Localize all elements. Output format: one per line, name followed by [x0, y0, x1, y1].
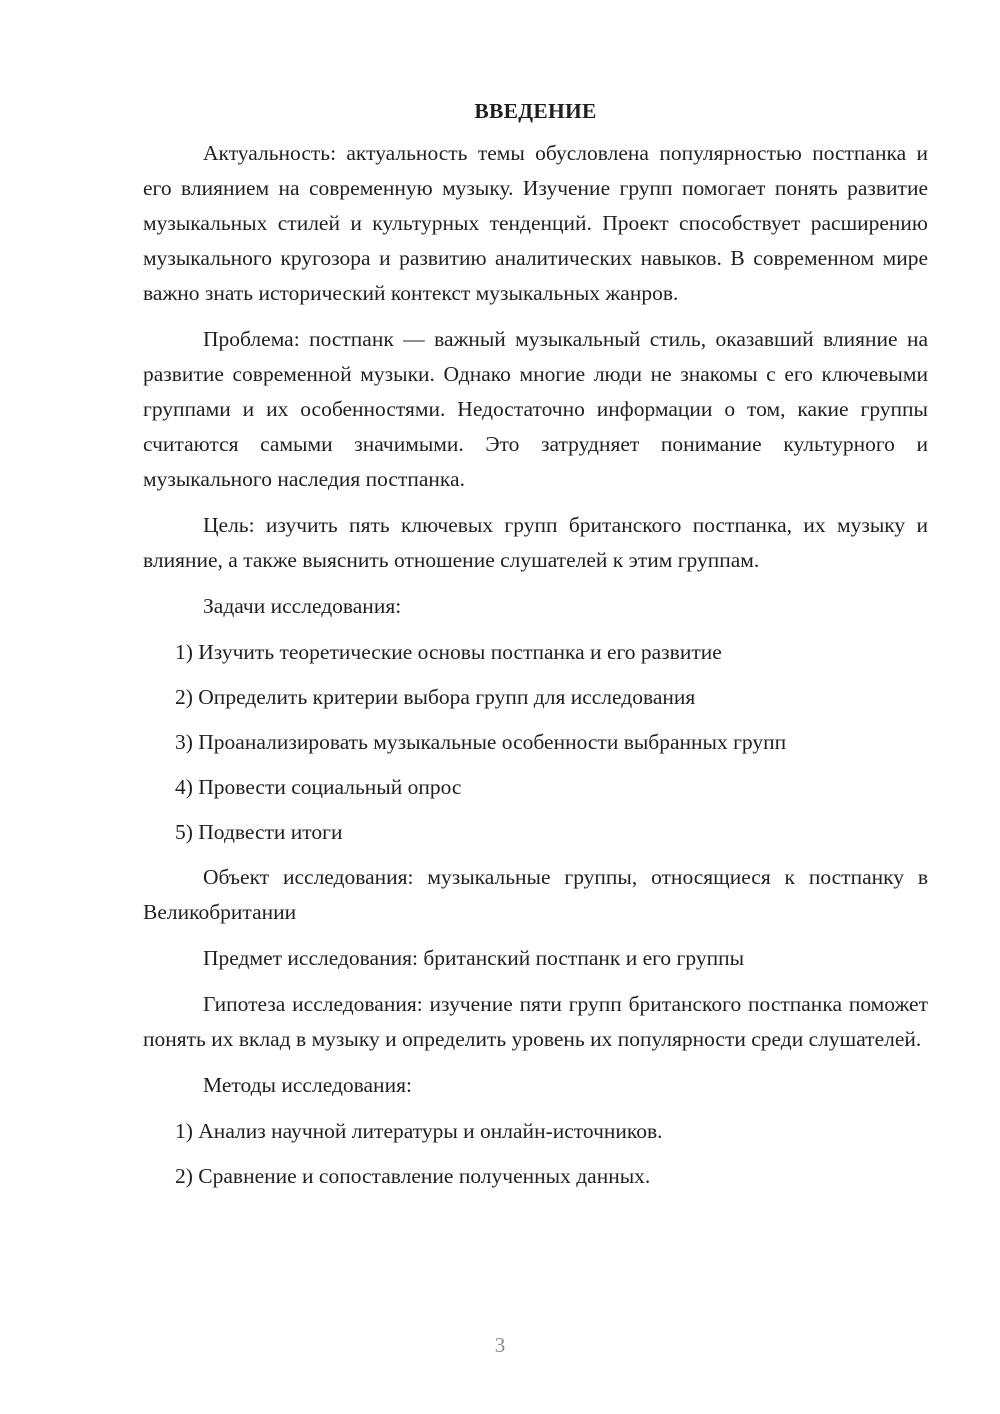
list-item: 2) Сравнение и сопоставление полученных данных. — [175, 1164, 651, 1188]
methods-list — [143, 1114, 928, 1194]
tasks-label: Задачи исследования: — [203, 594, 402, 618]
paragraph-relevance: Актуальность: актуальность темы обусловлена популярностью постпанка и его влиянием на современную музыку. Изучение групп помогает понять развитие музыкальных стилей и культурных тенденций. Проект способствует расширению музыкального кругозора и развитию аналитических навыков. В современном мире важно знать исторический контекст музыкальных жанров. — [143, 141, 928, 305]
paragraph-subject: Предмет исследования: британский постпанк и его группы — [203, 946, 745, 970]
section-heading: ВВЕДЕНИЕ — [474, 99, 597, 123]
paragraph-goal: Цель: изучить пять ключевых групп британского постпанка, их музыку и влияние, а также выяснить отношение слушателей к этим группам. — [143, 513, 928, 572]
list-item: 3) Проанализировать музыкальные особенности выбранных групп — [175, 730, 787, 754]
list-item: 1) Анализ научной литературы и онлайн-источников. — [175, 1119, 663, 1143]
tasks-list — [143, 635, 928, 850]
paragraph-hypothesis: Гипотеза исследования: изучение пяти групп британского постпанка поможет понять их вклад в музыку и определить уровень их популярности среди слушателей. — [143, 992, 928, 1051]
list-item: 2) Определить критерии выбора групп для исследования — [175, 685, 696, 709]
list-item: 5) Подвести итоги — [175, 820, 343, 844]
list-item: 4) Провести социальный опрос — [175, 775, 462, 799]
page-number: 3 — [494, 1333, 506, 1357]
methods-label: Методы исследования: — [203, 1073, 412, 1097]
paragraph-object: Объект исследования: музыкальные группы, относящиеся к постпанку в Великобритании — [143, 865, 928, 924]
paragraph-problem: Проблема: постпанк — важный музыкальный стиль, оказавший влияние на развитие современной музыки. Однако многие люди не знакомы с его ключевыми группами и их особенностями. Недостаточно информации о том, какие группы считаются самыми значимыми. Это затрудняет понимание культурного и музыкального наследия постпанка. — [143, 327, 928, 491]
list-item: 1) Изучить теоретические основы постпанка и его развитие — [175, 640, 722, 664]
page-content — [143, 96, 928, 1204]
